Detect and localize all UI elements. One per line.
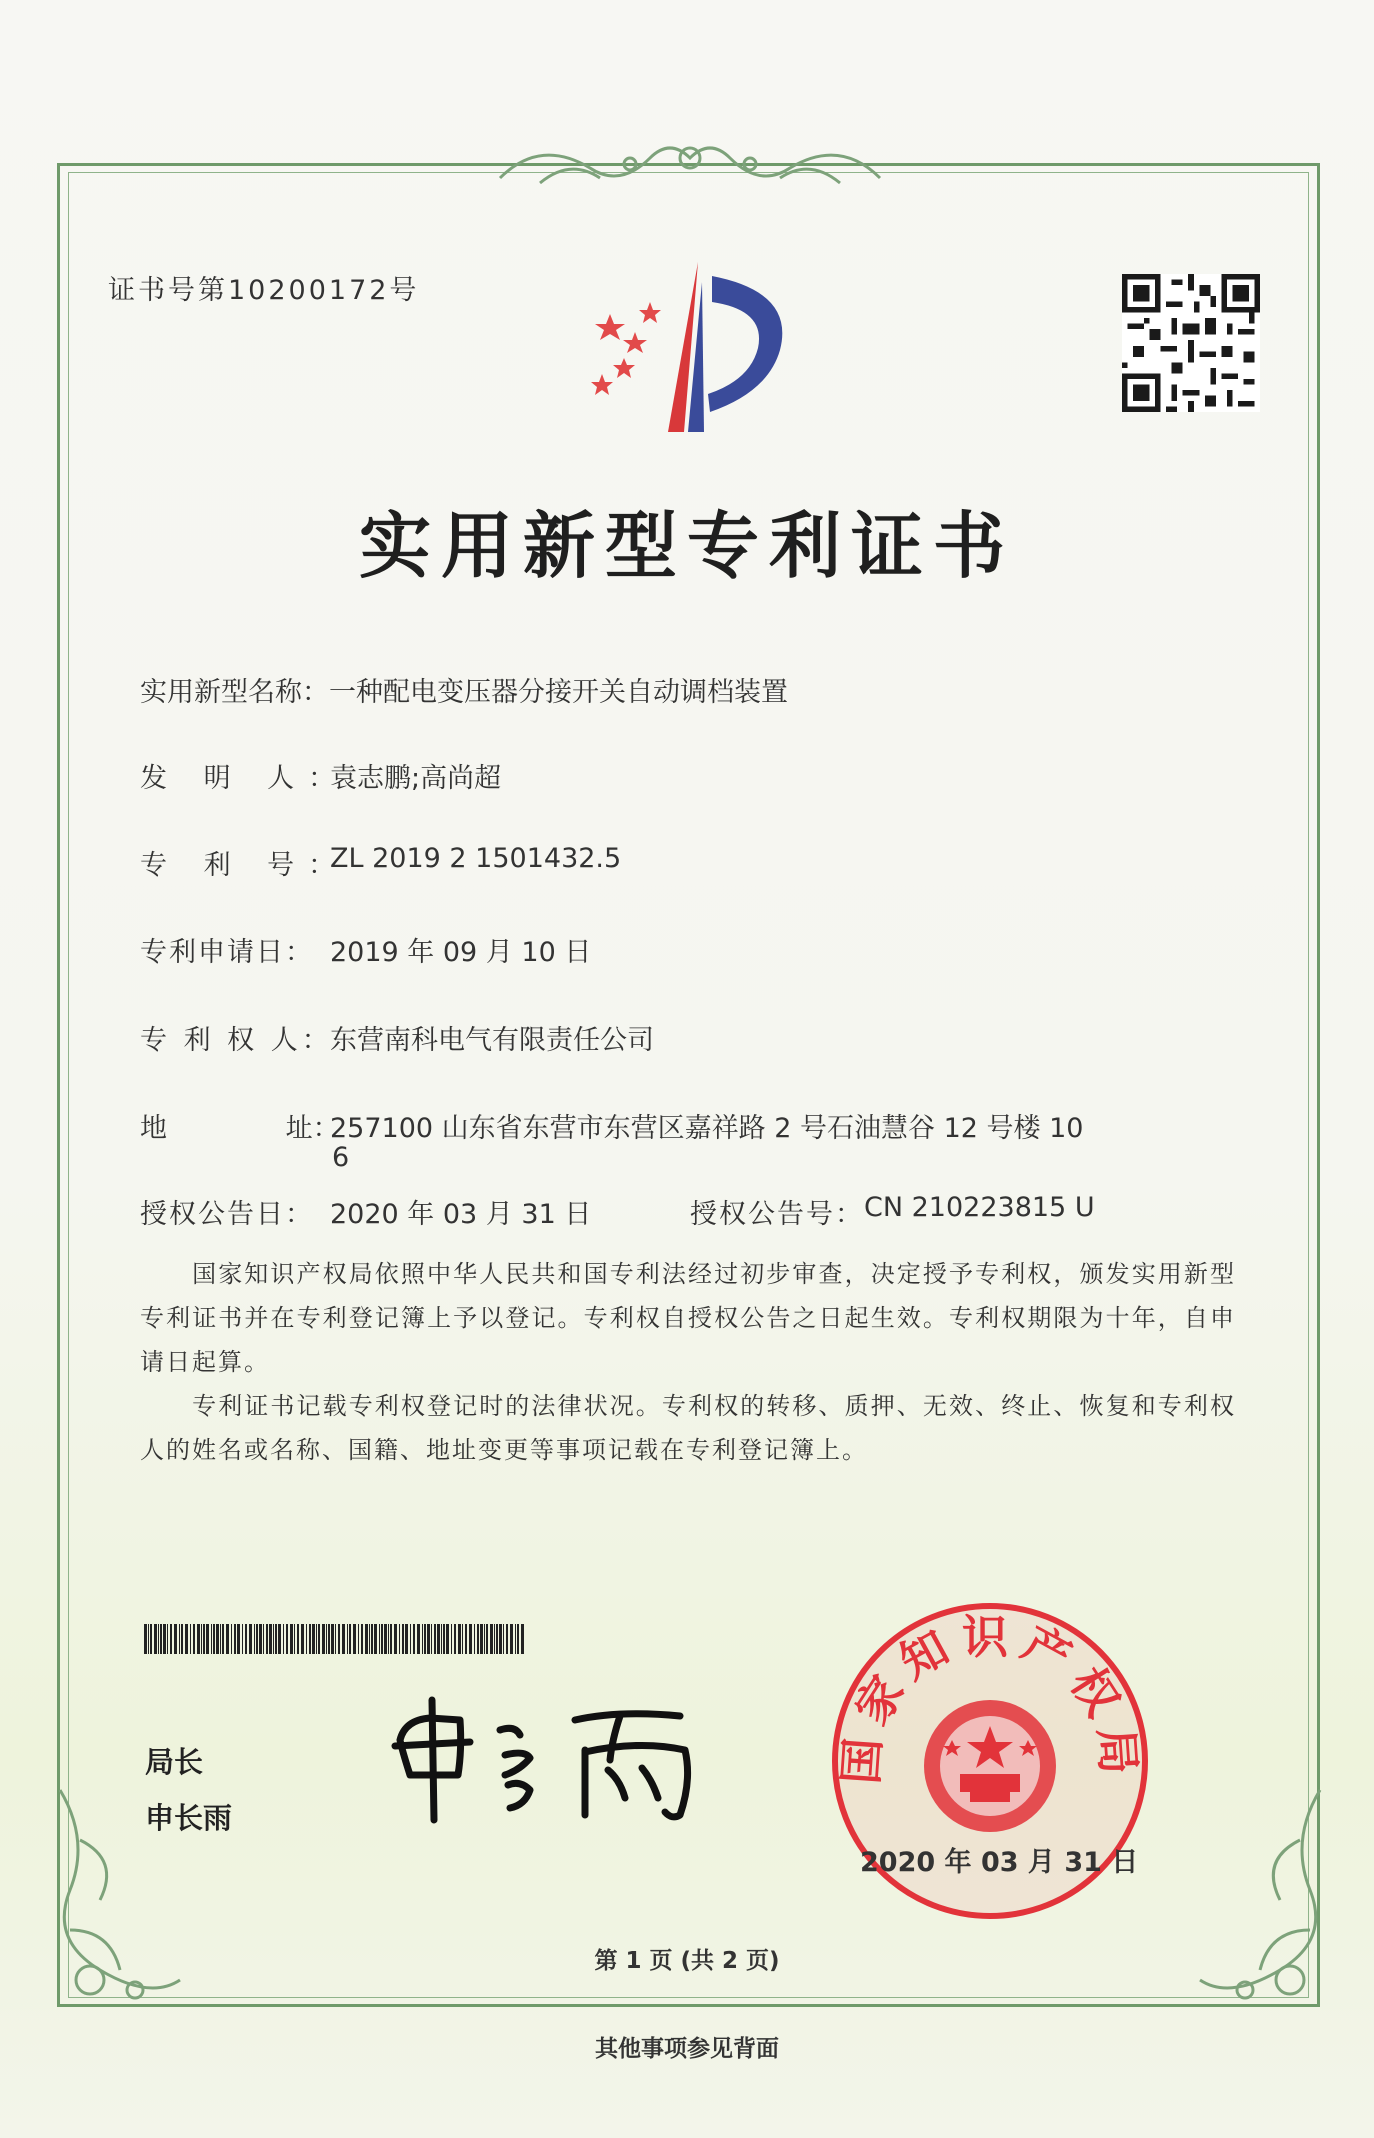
barcode-bar [335, 1624, 336, 1654]
field-patentee [140, 1018, 654, 1057]
barcode-bar [462, 1624, 463, 1654]
barcode-bar [254, 1624, 255, 1654]
barcode-bar [515, 1624, 516, 1654]
barcode-bar [349, 1624, 351, 1654]
barcode-bar [499, 1624, 502, 1654]
field-label: 专 利 权 人： [140, 1025, 333, 1056]
barcode-bar [427, 1624, 430, 1654]
barcode-bar [163, 1624, 166, 1654]
barcode-bar [226, 1624, 229, 1654]
barcode-bar [318, 1624, 320, 1654]
barcode-bar [259, 1624, 262, 1654]
barcode-bar [181, 1624, 183, 1654]
barcode-bar [206, 1624, 209, 1654]
barcode-bar [179, 1624, 180, 1654]
barcode-bar [503, 1624, 504, 1654]
field-value: 257100 山东省东营市东营区嘉祥路 2 号石油慧谷 12 号楼 10 [330, 1113, 1084, 1144]
barcode-bar [338, 1624, 340, 1654]
barcode-bar [381, 1624, 383, 1654]
barcode-bar [331, 1624, 334, 1654]
barcode-bar [446, 1624, 449, 1654]
barcode-bar [266, 1624, 268, 1654]
barcode-bar [494, 1624, 495, 1654]
barcode-bar [170, 1624, 172, 1654]
certificate-number: 证书号第10200172号 [108, 275, 420, 306]
barcode-bar [160, 1624, 162, 1654]
barcode-bar [480, 1624, 483, 1654]
barcode-bar [234, 1624, 236, 1654]
barcode-bar [290, 1624, 293, 1654]
barcode-bar [431, 1624, 432, 1654]
barcode-bar [371, 1624, 373, 1654]
barcode-bar [347, 1624, 348, 1654]
barcode-bar [394, 1624, 397, 1654]
barcode-bar [273, 1624, 274, 1654]
field-grant-number [690, 1192, 1095, 1231]
qr-code-icon [1122, 274, 1260, 412]
field-value: 袁志鹏;高尚超 [330, 763, 502, 794]
field-address [140, 1106, 1083, 1145]
barcode-bar [413, 1624, 415, 1654]
barcode-bar [388, 1624, 389, 1654]
barcode-bar [278, 1624, 281, 1654]
barcode-bar [213, 1624, 215, 1654]
barcode-bar [358, 1624, 359, 1654]
barcode-bar [510, 1624, 513, 1654]
barcode-bar [322, 1624, 325, 1654]
field-value: CN 210223815 U [864, 1192, 1095, 1223]
field-application-date [140, 930, 591, 969]
barcode-bar [286, 1624, 288, 1654]
field-value: 一种配电变压器分接开关自动调档装置 [329, 677, 788, 708]
seal-date: 2020 年 03 月 31 日 [860, 1847, 1139, 1878]
barcode-bar [365, 1624, 368, 1654]
barcode-bar [174, 1624, 177, 1654]
barcode-bar [486, 1624, 488, 1654]
barcode-bar [454, 1624, 456, 1654]
barcode-bar [167, 1624, 168, 1654]
barcode-bar [517, 1624, 519, 1654]
field-inventor [140, 756, 501, 795]
barcode-bar [465, 1624, 467, 1654]
barcode-bar [405, 1624, 408, 1654]
barcode-bar [201, 1624, 202, 1654]
barcode-bar [275, 1624, 277, 1654]
field-label: 专 利 号： [140, 850, 350, 881]
signature-image [380, 1680, 720, 1830]
barcode-bar [237, 1624, 240, 1654]
barcode-bar [474, 1624, 475, 1654]
barcode-bar [297, 1624, 299, 1654]
field-address-continued: 6 [332, 1142, 350, 1173]
barcode-bar [148, 1624, 149, 1654]
barcode-bar [306, 1624, 307, 1654]
patent-office-emblem-icon [580, 262, 802, 434]
barcode-bar [256, 1624, 258, 1654]
barcode-bar [437, 1624, 440, 1654]
barcode-bar [441, 1624, 442, 1654]
field-label: 发 明 人： [140, 763, 350, 794]
barcode-icon [144, 1624, 524, 1654]
barcode-bar [477, 1624, 479, 1654]
barcode-bar [361, 1624, 363, 1654]
field-label: 专利申请日： [140, 937, 314, 968]
barcode-bar [269, 1624, 272, 1654]
barcode-bar [193, 1624, 195, 1654]
field-value: 2020 年 03 月 31 日 [330, 1199, 592, 1230]
barcode-bar [451, 1624, 452, 1654]
signatory-title: 局长 [145, 1745, 204, 1779]
barcode-bar [390, 1624, 392, 1654]
field-label: 授权公告号： [690, 1199, 864, 1230]
barcode-bar [434, 1624, 436, 1654]
back-note: 其他事项参见背面 [595, 2036, 779, 2062]
barcode-bar [369, 1624, 370, 1654]
barcode-bar [150, 1624, 152, 1654]
barcode-bar [294, 1624, 295, 1654]
barcode-bar [154, 1624, 157, 1654]
barcode-bar [384, 1624, 387, 1654]
barcode-bar [216, 1624, 219, 1654]
barcode-bar [242, 1624, 243, 1654]
barcode-bar [422, 1624, 423, 1654]
certificate-title: 实用新型专利证书 [358, 503, 1015, 588]
barcode-bar [506, 1624, 508, 1654]
barcode-bar [231, 1624, 232, 1654]
field-value: 东营南科电气有限责任公司 [330, 1025, 654, 1056]
field-label: 实用新型名称： [140, 677, 329, 708]
barcode-bar [399, 1624, 400, 1654]
barcode-bar [309, 1624, 311, 1654]
barcode-bar [353, 1624, 356, 1654]
barcode-bar [417, 1624, 420, 1654]
field-utility-model-name [140, 670, 788, 709]
barcode-bar [301, 1624, 304, 1654]
field-patent-number [140, 843, 621, 882]
barcode-bar [496, 1624, 498, 1654]
paragraph-text: 专利证书记载专利权登记时的法律状况。专利权的转移、质押、无效、终止、恢复和专利权人的姓名或名称、国籍、地址变更等事项记载在专利登记簿上。 [140, 1392, 1236, 1464]
barcode-bar [190, 1624, 191, 1654]
barcode-bar [379, 1624, 380, 1654]
barcode-bar [197, 1624, 200, 1654]
field-grant-date [140, 1192, 591, 1231]
barcode-bar [283, 1624, 284, 1654]
barcode-bar [211, 1624, 212, 1654]
barcode-bar [458, 1624, 461, 1654]
barcode-bar [185, 1624, 188, 1654]
barcode-bar [484, 1624, 485, 1654]
barcode-bar [424, 1624, 426, 1654]
barcode-bar [443, 1624, 445, 1654]
signatory-name: 申长雨 [145, 1801, 233, 1835]
barcode-bar [326, 1624, 327, 1654]
field-label: 地 址： [140, 1113, 340, 1144]
barcode-bar [263, 1624, 264, 1654]
right-corner-ornament-icon [1190, 1780, 1340, 2020]
barcode-bar [410, 1624, 411, 1654]
barcode-bar [342, 1624, 345, 1654]
barcode-bar [374, 1624, 377, 1654]
barcode-bar [245, 1624, 247, 1654]
field-label: 授权公告日： [140, 1199, 314, 1230]
barcode-bar [222, 1624, 224, 1654]
field-value: ZL 2019 2 1501432.5 [330, 843, 622, 874]
barcode-bar [203, 1624, 205, 1654]
top-ornament-icon [480, 128, 900, 198]
barcode-bar [220, 1624, 221, 1654]
svg-text:国家知识产权局: 国家知识产权局 [833, 1609, 1147, 1786]
statement-paragraph-1 [140, 1252, 1236, 1384]
statement-paragraph-2 [140, 1384, 1236, 1472]
page-indicator: 第 1 页 (共 2 页) [594, 1948, 780, 1974]
paragraph-text: 国家知识产权局依照中华人民共和国专利法经过初步审查，决定授予专利权，颁发实用新型专利证书并在专利登记簿上予以登记。专利权自授权公告之日起生效。专利权期限为十年，自申请日起算。 [140, 1260, 1236, 1376]
barcode-bar [521, 1624, 524, 1654]
barcode-bar [469, 1624, 472, 1654]
barcode-bar [249, 1624, 252, 1654]
barcode-bar [158, 1624, 159, 1654]
barcode-bar [316, 1624, 317, 1654]
barcode-bar [144, 1624, 147, 1654]
barcode-bar [328, 1624, 330, 1654]
field-value: 2019 年 09 月 10 日 [330, 937, 592, 968]
barcode-bar [312, 1624, 315, 1654]
barcode-bar [402, 1624, 404, 1654]
barcode-bar [490, 1624, 493, 1654]
